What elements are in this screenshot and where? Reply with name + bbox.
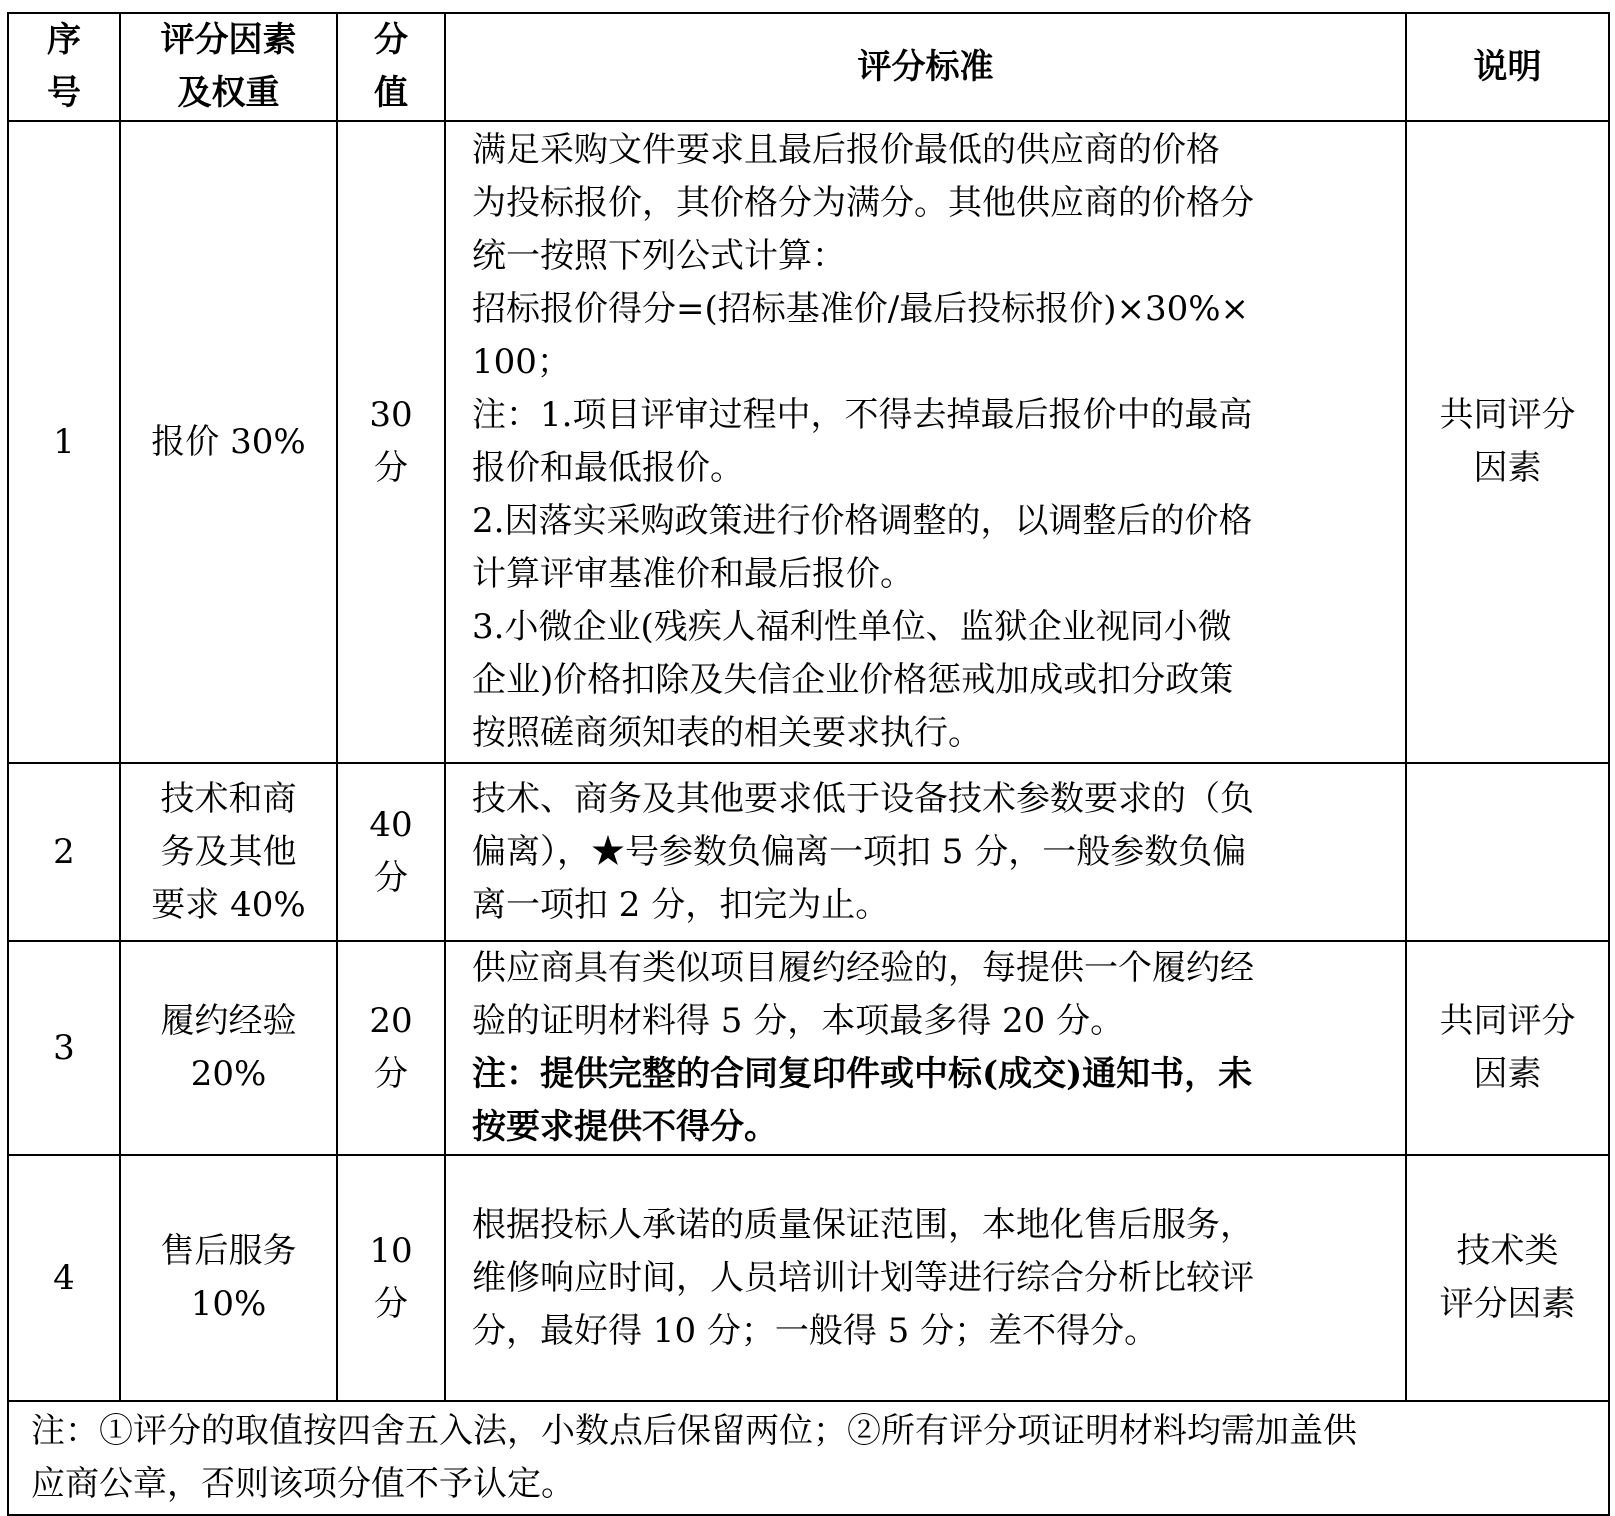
- row-criteria: [445, 941, 1406, 1155]
- note-line: 应商公章，否则该项分值不予认定。: [31, 1464, 575, 1504]
- row-remark-line: 评分因素: [1439, 1284, 1576, 1324]
- criteria-line: 满足采购文件要求且最后报价最低的供应商的价格: [472, 130, 1220, 170]
- criteria-line: 报价和最低报价。: [472, 448, 744, 488]
- header-score-line: 值: [374, 73, 408, 113]
- row-score-line: 20: [369, 1001, 413, 1041]
- criteria-line: 2.因落实采购政策进行价格调整的，以调整后的价格: [472, 501, 1253, 541]
- table-row: [8, 763, 1609, 941]
- header-factor: [120, 13, 337, 121]
- row-seq: 3: [8, 941, 120, 1155]
- criteria-line: 离一项扣 2 分，扣完为止。: [472, 884, 890, 925]
- row-factor-line: 报价 30%: [151, 421, 306, 462]
- criteria-line: 计算评审基准价和最后报价。: [472, 554, 914, 594]
- header-seq: [8, 13, 120, 121]
- criteria-line: 维修响应时间，人员培训计划等进行综合分析比较评: [472, 1257, 1254, 1298]
- criteria-line: 供应商具有类似项目履约经验的，每提供一个履约经: [472, 948, 1254, 988]
- row-score-line: 分: [374, 1054, 408, 1094]
- header-factor-line: 评分因素: [160, 20, 297, 60]
- row-remark: [1406, 121, 1609, 763]
- row-remark: [1406, 1155, 1609, 1401]
- table-header-row: [8, 13, 1609, 121]
- header-score-line: 分: [374, 20, 408, 60]
- row-factor: [120, 1155, 337, 1401]
- header-factor-line: 及权重: [177, 73, 280, 113]
- row-factor-line: 20%: [190, 1054, 267, 1094]
- criteria-line: 招标报价得分=(招标基准价/最后投标报价)×30%×: [472, 289, 1250, 329]
- criteria-line: 按照磋商须知表的相关要求执行。: [472, 713, 982, 753]
- row-remark: [1406, 763, 1609, 941]
- row-criteria: [445, 1155, 1406, 1401]
- criteria-line: 偏离），★号参数负偏离一项扣 5 分，一般参数负偏: [472, 831, 1247, 872]
- table-note-row: [8, 1401, 1609, 1515]
- criteria-note-line: 注：提供完整的合同复印件或中标(成交)通知书，未: [472, 1054, 1253, 1094]
- criteria-line: 企业)价格扣除及失信企业价格惩戒加成或扣分政策: [472, 660, 1234, 700]
- row-score: [337, 1155, 445, 1401]
- row-factor: [120, 763, 337, 941]
- criteria-line: 根据投标人承诺的质量保证范围，本地化售后服务，: [472, 1204, 1254, 1245]
- header-score: [337, 13, 445, 121]
- table-row: [8, 1155, 1609, 1401]
- header-seq-line: 序: [47, 20, 81, 60]
- row-score-line: 分: [374, 448, 408, 488]
- row-factor-line: 务及其他: [160, 831, 297, 872]
- row-criteria: [445, 763, 1406, 941]
- row-remark-line: 技术类: [1456, 1231, 1559, 1271]
- row-factor-line: 10%: [190, 1284, 267, 1324]
- row-score-line: 40: [369, 805, 413, 845]
- criteria-line: 为投标报价，其价格分为满分。其他供应商的价格分: [472, 183, 1254, 223]
- row-criteria: [445, 121, 1406, 763]
- criteria-note-line: 按要求提供不得分。: [472, 1107, 778, 1147]
- row-factor-line: 售后服务: [160, 1231, 297, 1271]
- criteria-line: 3.小微企业(残疾人福利性单位、监狱企业视同小微: [472, 607, 1232, 647]
- table-note: [8, 1401, 1609, 1515]
- scoring-table: [7, 12, 1610, 1516]
- criteria-line: 注：1.项目评审过程中，不得去掉最后报价中的最高: [472, 395, 1253, 435]
- header-seq-line: 号: [47, 73, 81, 113]
- row-factor: [120, 941, 337, 1155]
- criteria-line: 验的证明材料得 5 分，本项最多得 20 分。: [472, 1001, 1125, 1041]
- criteria-line: 统一按照下列公式计算：: [472, 236, 846, 276]
- row-score-line: 10: [369, 1231, 413, 1271]
- row-seq: 1: [8, 121, 120, 763]
- row-remark-line: 因素: [1473, 448, 1542, 488]
- row-seq: 4: [8, 1155, 120, 1401]
- criteria-line: 100；: [472, 342, 571, 382]
- row-factor-line: 要求 40%: [151, 884, 306, 925]
- table-row: [8, 121, 1609, 763]
- table-row: [8, 941, 1609, 1155]
- row-factor: [120, 121, 337, 763]
- note-line: 注：①评分的取值按四舍五入法，小数点后保留两位；②所有评分项证明材料均需加盖供: [31, 1411, 1357, 1451]
- criteria-line: 技术、商务及其他要求低于设备技术参数要求的（负: [472, 778, 1254, 819]
- row-score: [337, 941, 445, 1155]
- row-score-line: 30: [369, 395, 413, 435]
- header-criteria: 评分标准: [445, 13, 1406, 121]
- row-remark: [1406, 941, 1609, 1155]
- header-remark: 说明: [1406, 13, 1609, 121]
- row-score-line: 分: [374, 858, 408, 898]
- row-seq: 2: [8, 763, 120, 941]
- row-score: [337, 763, 445, 941]
- row-factor-line: 履约经验: [160, 1001, 297, 1041]
- row-score-line: 分: [374, 1284, 408, 1324]
- row-remark-line: 因素: [1473, 1054, 1542, 1094]
- row-remark-line: 共同评分: [1439, 1001, 1576, 1041]
- criteria-line: 分，最好得 10 分；一般得 5 分；差不得分。: [472, 1310, 1159, 1351]
- row-score: [337, 121, 445, 763]
- row-factor-line: 技术和商: [160, 778, 297, 819]
- row-remark-line: 共同评分: [1439, 395, 1576, 435]
